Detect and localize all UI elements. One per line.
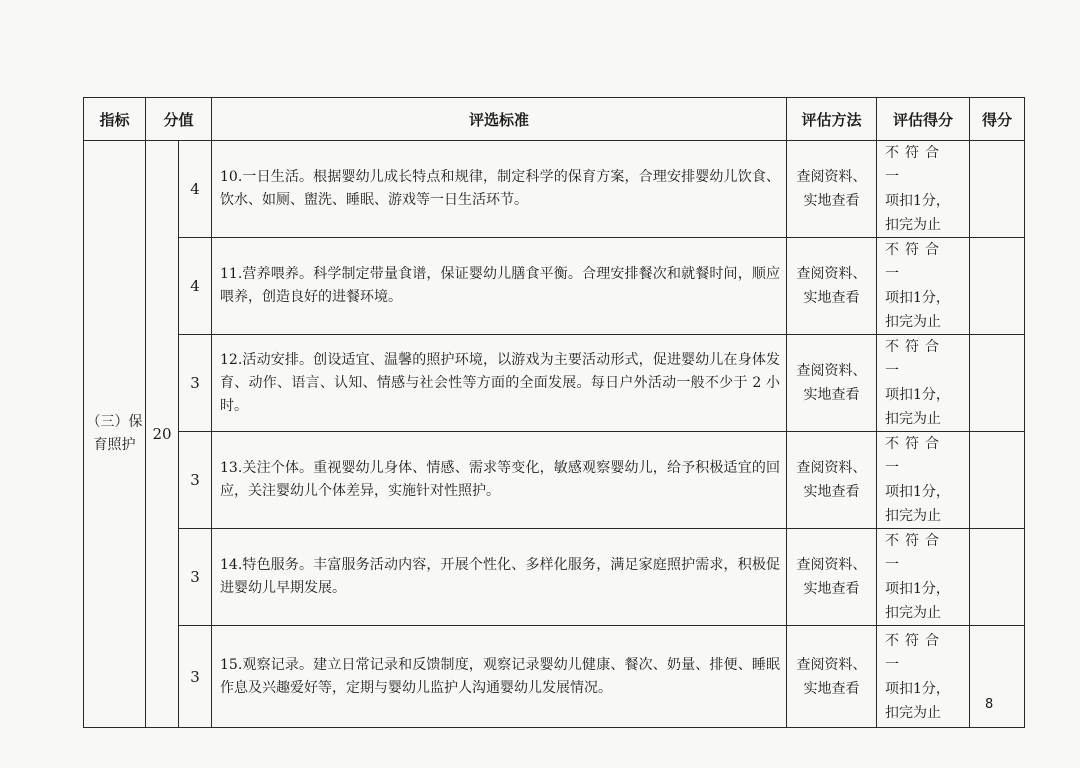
indicator-cell: （三）保育照护 (84, 141, 146, 728)
header-criteria: 评选标准 (212, 98, 787, 141)
criteria-text: 10.一日生活。根据婴幼儿成长特点和规律，制定科学的保育方案，合理安排婴幼儿饮食、饮水、如厕、盥洗、睡眠、游戏等一日生活环节。 (212, 141, 787, 238)
criteria-text: 11.营养喂养。科学制定带量食谱，保证婴幼儿膳食平衡。合理安排餐次和就餐时间，顺应喂养，创造良好的进餐环境。 (212, 238, 787, 335)
item-score: 3 (179, 432, 212, 529)
deduct-line: 项扣1分， (885, 581, 950, 597)
method-cell (787, 626, 877, 728)
table-row (84, 141, 1025, 238)
item-score: 3 (179, 529, 212, 626)
method-line: 实地查看 (803, 484, 860, 500)
method-line: 查阅资料、 (796, 363, 867, 379)
deduct-line: 扣完为止 (885, 217, 942, 233)
header-eval-score: 评估得分 (877, 98, 970, 141)
deduct-rule-cell (877, 141, 970, 238)
header-method: 评估方法 (787, 98, 877, 141)
obtained-score-cell[interactable] (970, 626, 1025, 728)
table-row (84, 238, 1025, 335)
total-score-cell: 20 (146, 141, 179, 728)
obtained-score-cell[interactable] (970, 238, 1025, 335)
deduct-line: 不符合一 (885, 242, 946, 282)
table-row (84, 335, 1025, 432)
deduct-line: 扣完为止 (885, 605, 942, 621)
criteria-text: 14.特色服务。丰富服务活动内容，开展个性化、多样化服务，满足家庭照护需求，积极促进婴幼儿早期发展。 (212, 529, 787, 626)
method-line: 查阅资料、 (796, 656, 867, 673)
method-line: 实地查看 (803, 680, 860, 697)
header-score-value: 分值 (146, 98, 212, 141)
method-cell (787, 335, 877, 432)
item-score: 4 (179, 141, 212, 238)
criteria-text: 12.活动安排。创设适宜、温馨的照护环境，以游戏为主要活动形式，促进婴幼儿在身体发育、动作、语言、认知、情感与社会性等方面的全面发展。每日户外活动一般不少于 2 小时。 (212, 335, 787, 432)
method-cell (787, 432, 877, 529)
deduct-line: 扣完为止 (885, 508, 942, 524)
method-cell (787, 238, 877, 335)
table-row (84, 529, 1025, 626)
deduct-line: 不符合一 (885, 436, 946, 476)
deduct-line: 项扣1分， (885, 290, 950, 306)
deduct-line: 项扣1分， (885, 680, 950, 697)
item-score: 3 (179, 335, 212, 432)
criteria-text: 15.观察记录。建立日常记录和反馈制度，观察记录婴幼儿健康、餐次、奶量、排便、睡眠作息及兴趣爱好等，定期与婴幼儿监护人沟通婴幼儿发展情况。 (212, 626, 787, 728)
deduct-line: 不符合一 (885, 533, 946, 573)
evaluation-table (83, 97, 1025, 728)
deduct-rule-cell (877, 238, 970, 335)
method-cell (787, 141, 877, 238)
item-score: 4 (179, 238, 212, 335)
deduct-line: 项扣1分， (885, 387, 950, 403)
deduct-rule-cell (877, 529, 970, 626)
item-score: 3 (179, 626, 212, 728)
method-line: 查阅资料、 (796, 266, 867, 282)
table-header-row (84, 98, 1025, 141)
deduct-line: 项扣1分， (885, 484, 950, 500)
deduct-line: 扣完为止 (885, 314, 942, 330)
deduct-rule-cell (877, 432, 970, 529)
method-line: 实地查看 (803, 290, 860, 306)
deduct-line: 不符合一 (885, 632, 946, 673)
deduct-rule-cell (877, 626, 970, 728)
table-row (84, 626, 1025, 728)
method-line: 查阅资料、 (796, 557, 867, 573)
method-cell (787, 529, 877, 626)
deduct-rule-cell (877, 335, 970, 432)
method-line: 实地查看 (803, 387, 860, 403)
header-obtained: 得分 (970, 98, 1025, 141)
method-line: 实地查看 (803, 581, 860, 597)
method-line: 查阅资料、 (796, 460, 867, 476)
deduct-line: 扣完为止 (885, 411, 942, 427)
obtained-score-cell[interactable] (970, 432, 1025, 529)
header-indicator: 指标 (84, 98, 146, 141)
obtained-score-cell[interactable] (970, 141, 1025, 238)
deduct-line: 不符合一 (885, 339, 946, 379)
deduct-line: 不符合一 (885, 145, 946, 185)
method-line: 实地查看 (803, 193, 860, 209)
obtained-score-cell[interactable] (970, 529, 1025, 626)
method-line: 查阅资料、 (796, 169, 867, 185)
deduct-line: 扣完为止 (885, 704, 942, 721)
page-number: 8 (985, 697, 994, 712)
deduct-line: 项扣1分， (885, 193, 950, 209)
obtained-score-cell[interactable] (970, 335, 1025, 432)
table-row (84, 432, 1025, 529)
criteria-text: 13.关注个体。重视婴幼儿身体、情感、需求等变化，敏感观察婴幼儿，给予积极适宜的回应，关注婴幼儿个体差异，实施针对性照护。 (212, 432, 787, 529)
